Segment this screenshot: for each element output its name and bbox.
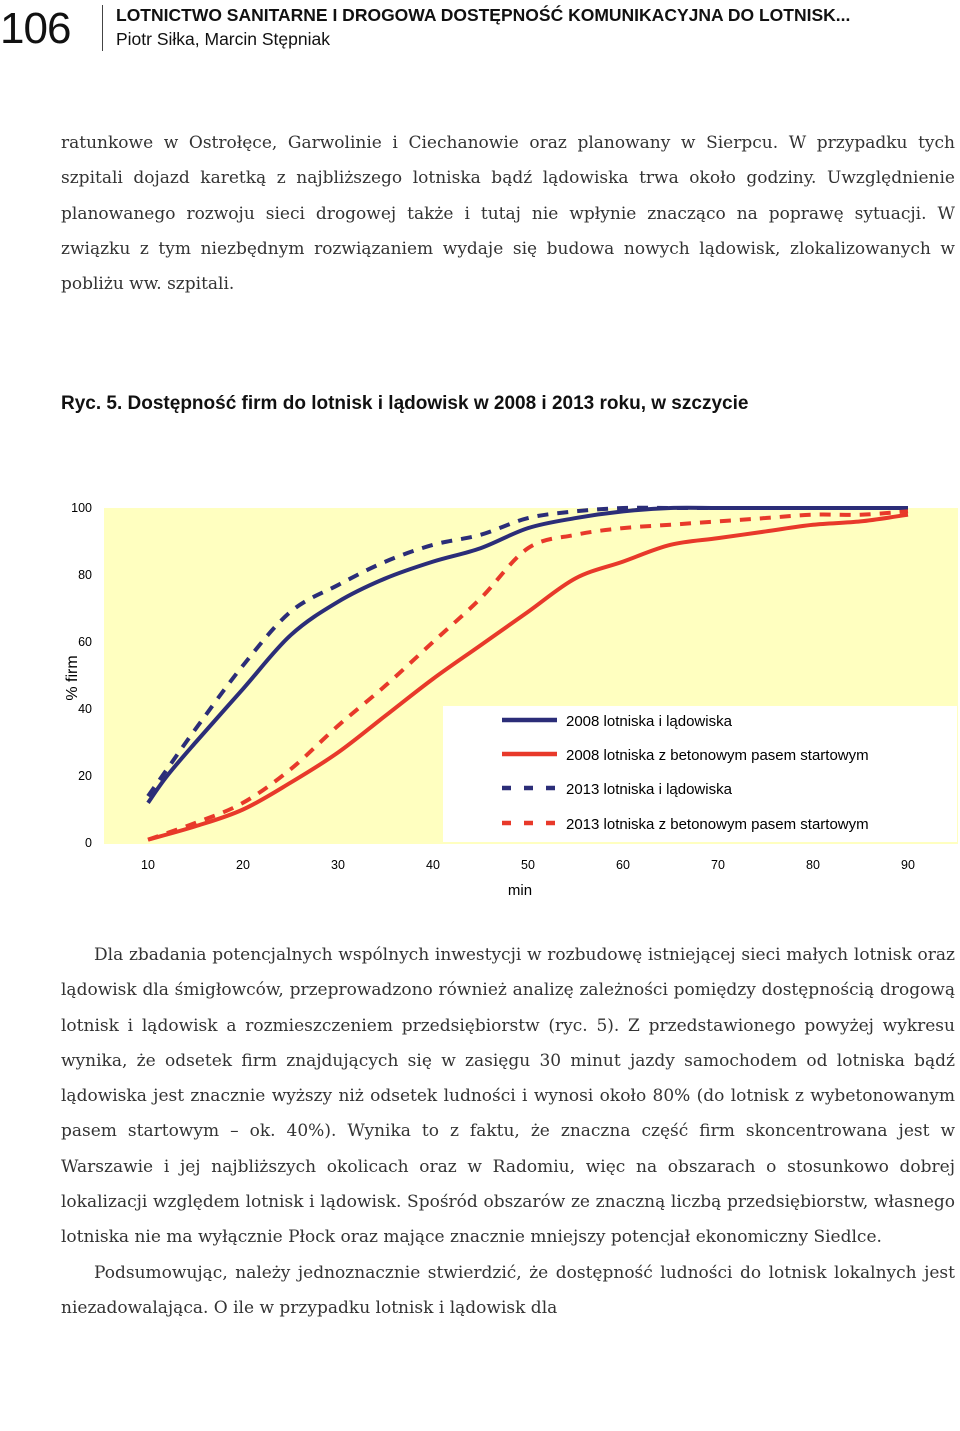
legend-label: 2013 lotniska i lądowiska [566, 781, 732, 798]
x-tick-label: 30 [331, 858, 345, 872]
x-tick-labels [141, 858, 915, 872]
x-tick-label: 50 [521, 858, 535, 872]
x-tick-label: 70 [711, 858, 725, 872]
legend-label: 2013 lotniska z betonowym pasem startowym [566, 816, 869, 833]
x-axis-label: min [507, 882, 533, 899]
legend-label: 2008 lotniska i lądowiska [566, 713, 732, 730]
legend-label: 2008 lotniska z betonowym pasem startowym [566, 747, 869, 764]
running-authors: Piotr Siłka, Marcin Stępniak [116, 29, 330, 49]
x-tick-label: 90 [901, 858, 915, 872]
y-tick-label: 20 [78, 769, 92, 783]
body-paragraph-1: Dla zbadania potencjalnych wspólnych inwestycji w rozbudowę istniejącej sieci małych lotnisk oraz lądowisk dla śmigłowców, przeprowadzono również analizę zależności pomiędzy dostępnością drogową lotnisk i lądowisk a rozmieszczeniem przedsiębiorstw (ryc. 5). Z przedstawionego powyżej wykresu wynika, że odsetek firm znajdujących się w zasięgu 30 minut jazdy samochodem od lotniska bądź lądowiska jest znacznie wyższy niż odsetek ludności i wynosi około 80% (do lotnisk z wybetonowanym pasem startowym – ok. 40%). Wynika to z faktu, że znaczna część firm skoncentrowana jest w Warszawie i jej najbliższych okolicach oraz w Radomiu, więc na obszarach o stosunkowo dobrej lokalizacji względem lotnisk i lądowisk. Spośród obszarów ze znaczną liczbą przedsiębiorstw, własnego lotniska nie ma wyłącznie Płock oraz mające znacznie mniejszy potencjał ekonomiczny Siedlce. [61, 945, 955, 1248]
y-tick-label: 100 [71, 501, 92, 515]
body-text [61, 938, 955, 1326]
running-title: LOTNICTWO SANITARNE I DROGOWA DOSTĘPNOŚĆ KOMUNIKACYJNA DO LOTNISK... [116, 5, 851, 25]
page-number: 106 [0, 4, 71, 53]
y-axis-label: % firm [64, 655, 81, 701]
x-tick-label: 20 [236, 858, 250, 872]
x-tick-label: 60 [616, 858, 630, 872]
figure-caption: Ryc. 5. Dostępność firm do lotnisk i lądowisk w 2008 i 2013 roku, w szczycie [61, 393, 749, 414]
x-tick-label: 10 [141, 858, 155, 872]
x-tick-label: 40 [426, 858, 440, 872]
chart-legend [443, 706, 957, 842]
y-tick-label: 0 [85, 836, 92, 850]
y-tick-label: 40 [78, 702, 92, 716]
y-tick-label: 80 [78, 568, 92, 582]
body-paragraph-2: Podsumowując, należy jednoznacznie stwierdzić, że dostępność ludności do lotnisk lokalnych jest niezadowalająca. O ile w przypadku lotnisk i lądowisk dla [61, 1262, 955, 1318]
y-tick-label: 60 [78, 635, 92, 649]
x-tick-label: 80 [806, 858, 820, 872]
intro-paragraph-text: ratunkowe w Ostrołęce, Garwolinie i Ciechanowie oraz planowany w Sierpcu. W przypadku tych szpitali dojazd karetką z najbliższego lotniska bądź lądowiska trwa około godziny. Uwzględnienie planowanego rozwoju sieci drogowej także i tutaj nie wpłynie znacząco na poprawę sytuacji. W związku z tym niezbędnym rozwiązaniem wydaje się budowa nowych lądowisk, zlokalizowanych w pobliżu ww. szpitali. [61, 133, 955, 295]
